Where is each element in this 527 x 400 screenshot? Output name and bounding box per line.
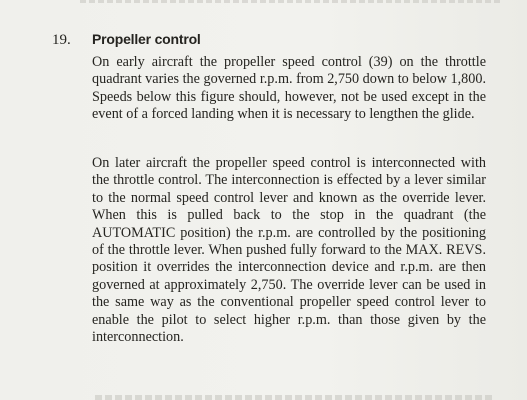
next-text-edge [95, 395, 495, 400]
section-heading [52, 30, 201, 49]
paragraph-early-aircraft: On early aircraft the propeller speed control (39) on the throttle quadrant varies the governed r.p.m. from 2,750 down to below 1,800. Speeds below this figure should, however, not be used except in the event of a forced landing when it is necessary to lengthen the glide. [92, 54, 487, 123]
previous-text-edge [80, 0, 500, 3]
paragraph-later-aircraft: On later aircraft the propeller speed control is interconnected with the throttle control. The interconnection is effected by a lever similar to the normal speed control lever and known as the override lever. When this is pulled back to the stop in the quadrant (the AUTOMATIC position) the r.p.m. are controlled by the positioning of the throttle lever. When pushed fully forward to the MAX. REVS. position it overrides the interconnection device and r.p.m. are then governed at approximately 2,750. The override lever can be used in the same way as the conventional propeller speed control lever to enable the pilot to select higher r.p.m. than those given by the interconnection. [92, 155, 486, 346]
section-title: Propeller control [92, 31, 201, 47]
section-number: 19. [52, 32, 71, 48]
